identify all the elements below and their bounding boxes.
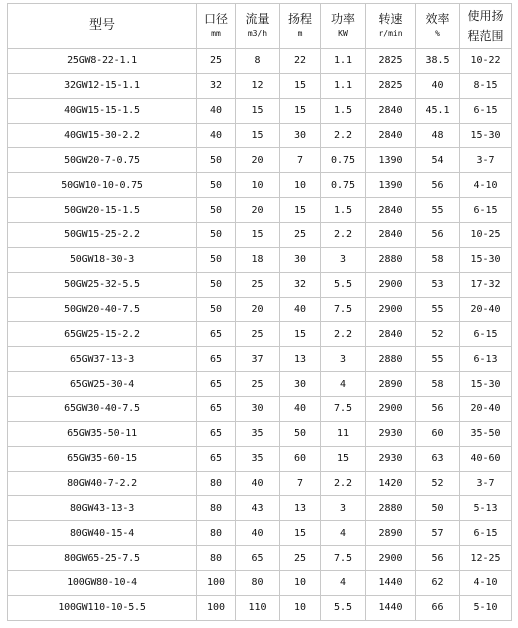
cell-efficiency: 55 [416,198,460,223]
cell-model: 100GW110-10-5.5 [8,595,197,620]
cell-efficiency: 57 [416,521,460,546]
cell-speed: 2900 [366,546,416,571]
cell-model: 50GW20-7-0.75 [8,148,197,173]
cell-speed: 2840 [366,123,416,148]
cell-head: 15 [280,322,321,347]
cell-bore: 80 [197,521,236,546]
cell-efficiency: 48 [416,123,460,148]
cell-power: 2.2 [321,471,366,496]
cell-head: 15 [280,98,321,123]
header-model: 型号 [8,4,197,49]
cell-flow: 30 [236,397,280,422]
cell-flow: 40 [236,521,280,546]
cell-efficiency: 58 [416,372,460,397]
cell-speed: 2840 [366,223,416,248]
cell-head-range: 5-10 [460,595,512,620]
table-row [8,198,512,223]
cell-bore: 50 [197,223,236,248]
cell-flow: 43 [236,496,280,521]
cell-speed: 1390 [366,173,416,198]
cell-bore: 50 [197,148,236,173]
cell-head: 10 [280,595,321,620]
cell-head: 10 [280,571,321,596]
cell-head-range: 3-7 [460,471,512,496]
cell-efficiency: 58 [416,247,460,272]
cell-efficiency: 56 [416,546,460,571]
cell-speed: 2880 [366,496,416,521]
cell-flow: 10 [236,173,280,198]
cell-speed: 1390 [366,148,416,173]
cell-speed: 2840 [366,198,416,223]
cell-bore: 40 [197,98,236,123]
cell-head: 15 [280,521,321,546]
cell-head-range: 15-30 [460,247,512,272]
cell-head-range: 12-25 [460,546,512,571]
cell-efficiency: 50 [416,496,460,521]
cell-head-range: 6-13 [460,347,512,372]
table-row [8,73,512,98]
cell-flow: 15 [236,123,280,148]
cell-power: 2.2 [321,223,366,248]
table-row [8,49,512,74]
cell-head: 25 [280,546,321,571]
table-row [8,571,512,596]
cell-efficiency: 63 [416,446,460,471]
cell-bore: 65 [197,372,236,397]
cell-speed: 2825 [366,49,416,74]
cell-head-range: 10-22 [460,49,512,74]
cell-model: 50GW18-30-3 [8,247,197,272]
cell-speed: 2880 [366,347,416,372]
cell-head-range: 40-60 [460,446,512,471]
cell-power: 5.5 [321,272,366,297]
cell-flow: 12 [236,73,280,98]
header-power: 功率 KW [321,4,366,49]
table-row [8,98,512,123]
table-row [8,148,512,173]
cell-model: 80GW43-13-3 [8,496,197,521]
cell-flow: 110 [236,595,280,620]
cell-efficiency: 54 [416,148,460,173]
cell-head: 32 [280,272,321,297]
cell-efficiency: 55 [416,297,460,322]
cell-speed: 2930 [366,421,416,446]
cell-head: 60 [280,446,321,471]
cell-model: 50GW25-32-5.5 [8,272,197,297]
cell-speed: 2890 [366,372,416,397]
cell-flow: 8 [236,49,280,74]
cell-model: 50GW20-40-7.5 [8,297,197,322]
cell-power: 4 [321,521,366,546]
cell-head: 30 [280,372,321,397]
cell-head-range: 6-15 [460,98,512,123]
pump-spec-table [7,3,512,621]
cell-head-range: 6-15 [460,198,512,223]
cell-flow: 20 [236,148,280,173]
cell-flow: 65 [236,546,280,571]
cell-head: 22 [280,49,321,74]
table-row [8,272,512,297]
header-speed: 转速 r/min [366,4,416,49]
cell-power: 5.5 [321,595,366,620]
cell-flow: 25 [236,322,280,347]
cell-model: 80GW40-7-2.2 [8,471,197,496]
cell-head: 25 [280,223,321,248]
table-row [8,347,512,372]
cell-head: 10 [280,173,321,198]
table-row [8,446,512,471]
cell-bore: 100 [197,571,236,596]
cell-efficiency: 55 [416,347,460,372]
cell-bore: 50 [197,297,236,322]
cell-flow: 35 [236,421,280,446]
cell-model: 65GW30-40-7.5 [8,397,197,422]
table-row [8,173,512,198]
cell-power: 3 [321,347,366,372]
cell-model: 50GW10-10-0.75 [8,173,197,198]
cell-head: 7 [280,148,321,173]
cell-bore: 50 [197,173,236,198]
cell-power: 15 [321,446,366,471]
cell-head-range: 20-40 [460,297,512,322]
cell-speed: 2880 [366,247,416,272]
cell-efficiency: 52 [416,322,460,347]
table-header-row [8,4,512,49]
table-row [8,372,512,397]
cell-head: 15 [280,198,321,223]
cell-bore: 65 [197,397,236,422]
cell-flow: 15 [236,223,280,248]
cell-power: 7.5 [321,297,366,322]
table-row [8,496,512,521]
table-row [8,471,512,496]
cell-power: 0.75 [321,148,366,173]
cell-model: 80GW65-25-7.5 [8,546,197,571]
cell-bore: 50 [197,272,236,297]
cell-power: 3 [321,247,366,272]
cell-head-range: 3-7 [460,148,512,173]
cell-speed: 2900 [366,397,416,422]
cell-efficiency: 60 [416,421,460,446]
cell-model: 100GW80-10-4 [8,571,197,596]
cell-power: 1.1 [321,73,366,98]
table-row [8,546,512,571]
cell-flow: 25 [236,372,280,397]
cell-model: 65GW37-13-3 [8,347,197,372]
cell-bore: 65 [197,421,236,446]
cell-head: 15 [280,73,321,98]
cell-bore: 50 [197,198,236,223]
table-row [8,123,512,148]
cell-head: 13 [280,347,321,372]
cell-head-range: 6-15 [460,322,512,347]
header-head: 扬程 m [280,4,321,49]
cell-head-range: 4-10 [460,571,512,596]
cell-model: 32GW12-15-1.1 [8,73,197,98]
cell-efficiency: 62 [416,571,460,596]
cell-bore: 100 [197,595,236,620]
cell-model: 65GW25-30-4 [8,372,197,397]
cell-speed: 2900 [366,272,416,297]
cell-efficiency: 53 [416,272,460,297]
cell-efficiency: 52 [416,471,460,496]
cell-head: 40 [280,397,321,422]
cell-power: 1.5 [321,198,366,223]
cell-flow: 37 [236,347,280,372]
cell-speed: 1420 [366,471,416,496]
cell-efficiency: 38.5 [416,49,460,74]
cell-bore: 50 [197,247,236,272]
header-efficiency: 效率 % [416,4,460,49]
cell-bore: 65 [197,322,236,347]
cell-flow: 80 [236,571,280,596]
cell-power: 3 [321,496,366,521]
cell-head-range: 15-30 [460,372,512,397]
cell-bore: 65 [197,446,236,471]
table-row [8,421,512,446]
cell-model: 50GW15-25-2.2 [8,223,197,248]
cell-flow: 18 [236,247,280,272]
cell-power: 4 [321,372,366,397]
cell-power: 2.2 [321,123,366,148]
table-row [8,223,512,248]
cell-flow: 35 [236,446,280,471]
cell-head: 30 [280,247,321,272]
cell-power: 7.5 [321,546,366,571]
table-row [8,595,512,620]
cell-flow: 20 [236,198,280,223]
header-bore: 口径 mm [197,4,236,49]
table-row [8,297,512,322]
cell-head: 30 [280,123,321,148]
cell-speed: 2930 [366,446,416,471]
cell-bore: 32 [197,73,236,98]
cell-power: 2.2 [321,322,366,347]
cell-head: 13 [280,496,321,521]
cell-head: 40 [280,297,321,322]
table-row [8,521,512,546]
table-row [8,322,512,347]
cell-model: 25GW8-22-1.1 [8,49,197,74]
cell-bore: 65 [197,347,236,372]
cell-power: 7.5 [321,397,366,422]
cell-model: 80GW40-15-4 [8,521,197,546]
cell-head-range: 15-30 [460,123,512,148]
cell-model: 50GW20-15-1.5 [8,198,197,223]
cell-bore: 80 [197,471,236,496]
cell-model: 65GW35-50-11 [8,421,197,446]
cell-model: 65GW25-15-2.2 [8,322,197,347]
cell-power: 0.75 [321,173,366,198]
cell-model: 65GW35-60-15 [8,446,197,471]
cell-bore: 25 [197,49,236,74]
cell-efficiency: 66 [416,595,460,620]
cell-head-range: 35-50 [460,421,512,446]
cell-efficiency: 45.1 [416,98,460,123]
cell-efficiency: 56 [416,223,460,248]
cell-model: 40GW15-15-1.5 [8,98,197,123]
cell-efficiency: 40 [416,73,460,98]
cell-speed: 2890 [366,521,416,546]
cell-head-range: 20-40 [460,397,512,422]
cell-bore: 80 [197,546,236,571]
cell-head-range: 10-25 [460,223,512,248]
cell-flow: 40 [236,471,280,496]
cell-head: 7 [280,471,321,496]
cell-speed: 2840 [366,98,416,123]
cell-speed: 1440 [366,571,416,596]
cell-speed: 2840 [366,322,416,347]
cell-head-range: 17-32 [460,272,512,297]
cell-head-range: 8-15 [460,73,512,98]
cell-head: 50 [280,421,321,446]
cell-model: 40GW15-30-2.2 [8,123,197,148]
cell-speed: 2900 [366,297,416,322]
header-head-range: 使用扬 程范围 [460,4,512,49]
cell-head-range: 5-13 [460,496,512,521]
cell-flow: 25 [236,272,280,297]
cell-power: 4 [321,571,366,596]
cell-speed: 1440 [366,595,416,620]
table-row [8,247,512,272]
header-flow: 流量 m3/h [236,4,280,49]
cell-power: 1.1 [321,49,366,74]
cell-speed: 2825 [366,73,416,98]
cell-flow: 15 [236,98,280,123]
cell-bore: 40 [197,123,236,148]
cell-power: 11 [321,421,366,446]
cell-power: 1.5 [321,98,366,123]
cell-flow: 20 [236,297,280,322]
cell-head-range: 4-10 [460,173,512,198]
cell-efficiency: 56 [416,397,460,422]
cell-head-range: 6-15 [460,521,512,546]
cell-bore: 80 [197,496,236,521]
cell-efficiency: 56 [416,173,460,198]
table-row [8,397,512,422]
